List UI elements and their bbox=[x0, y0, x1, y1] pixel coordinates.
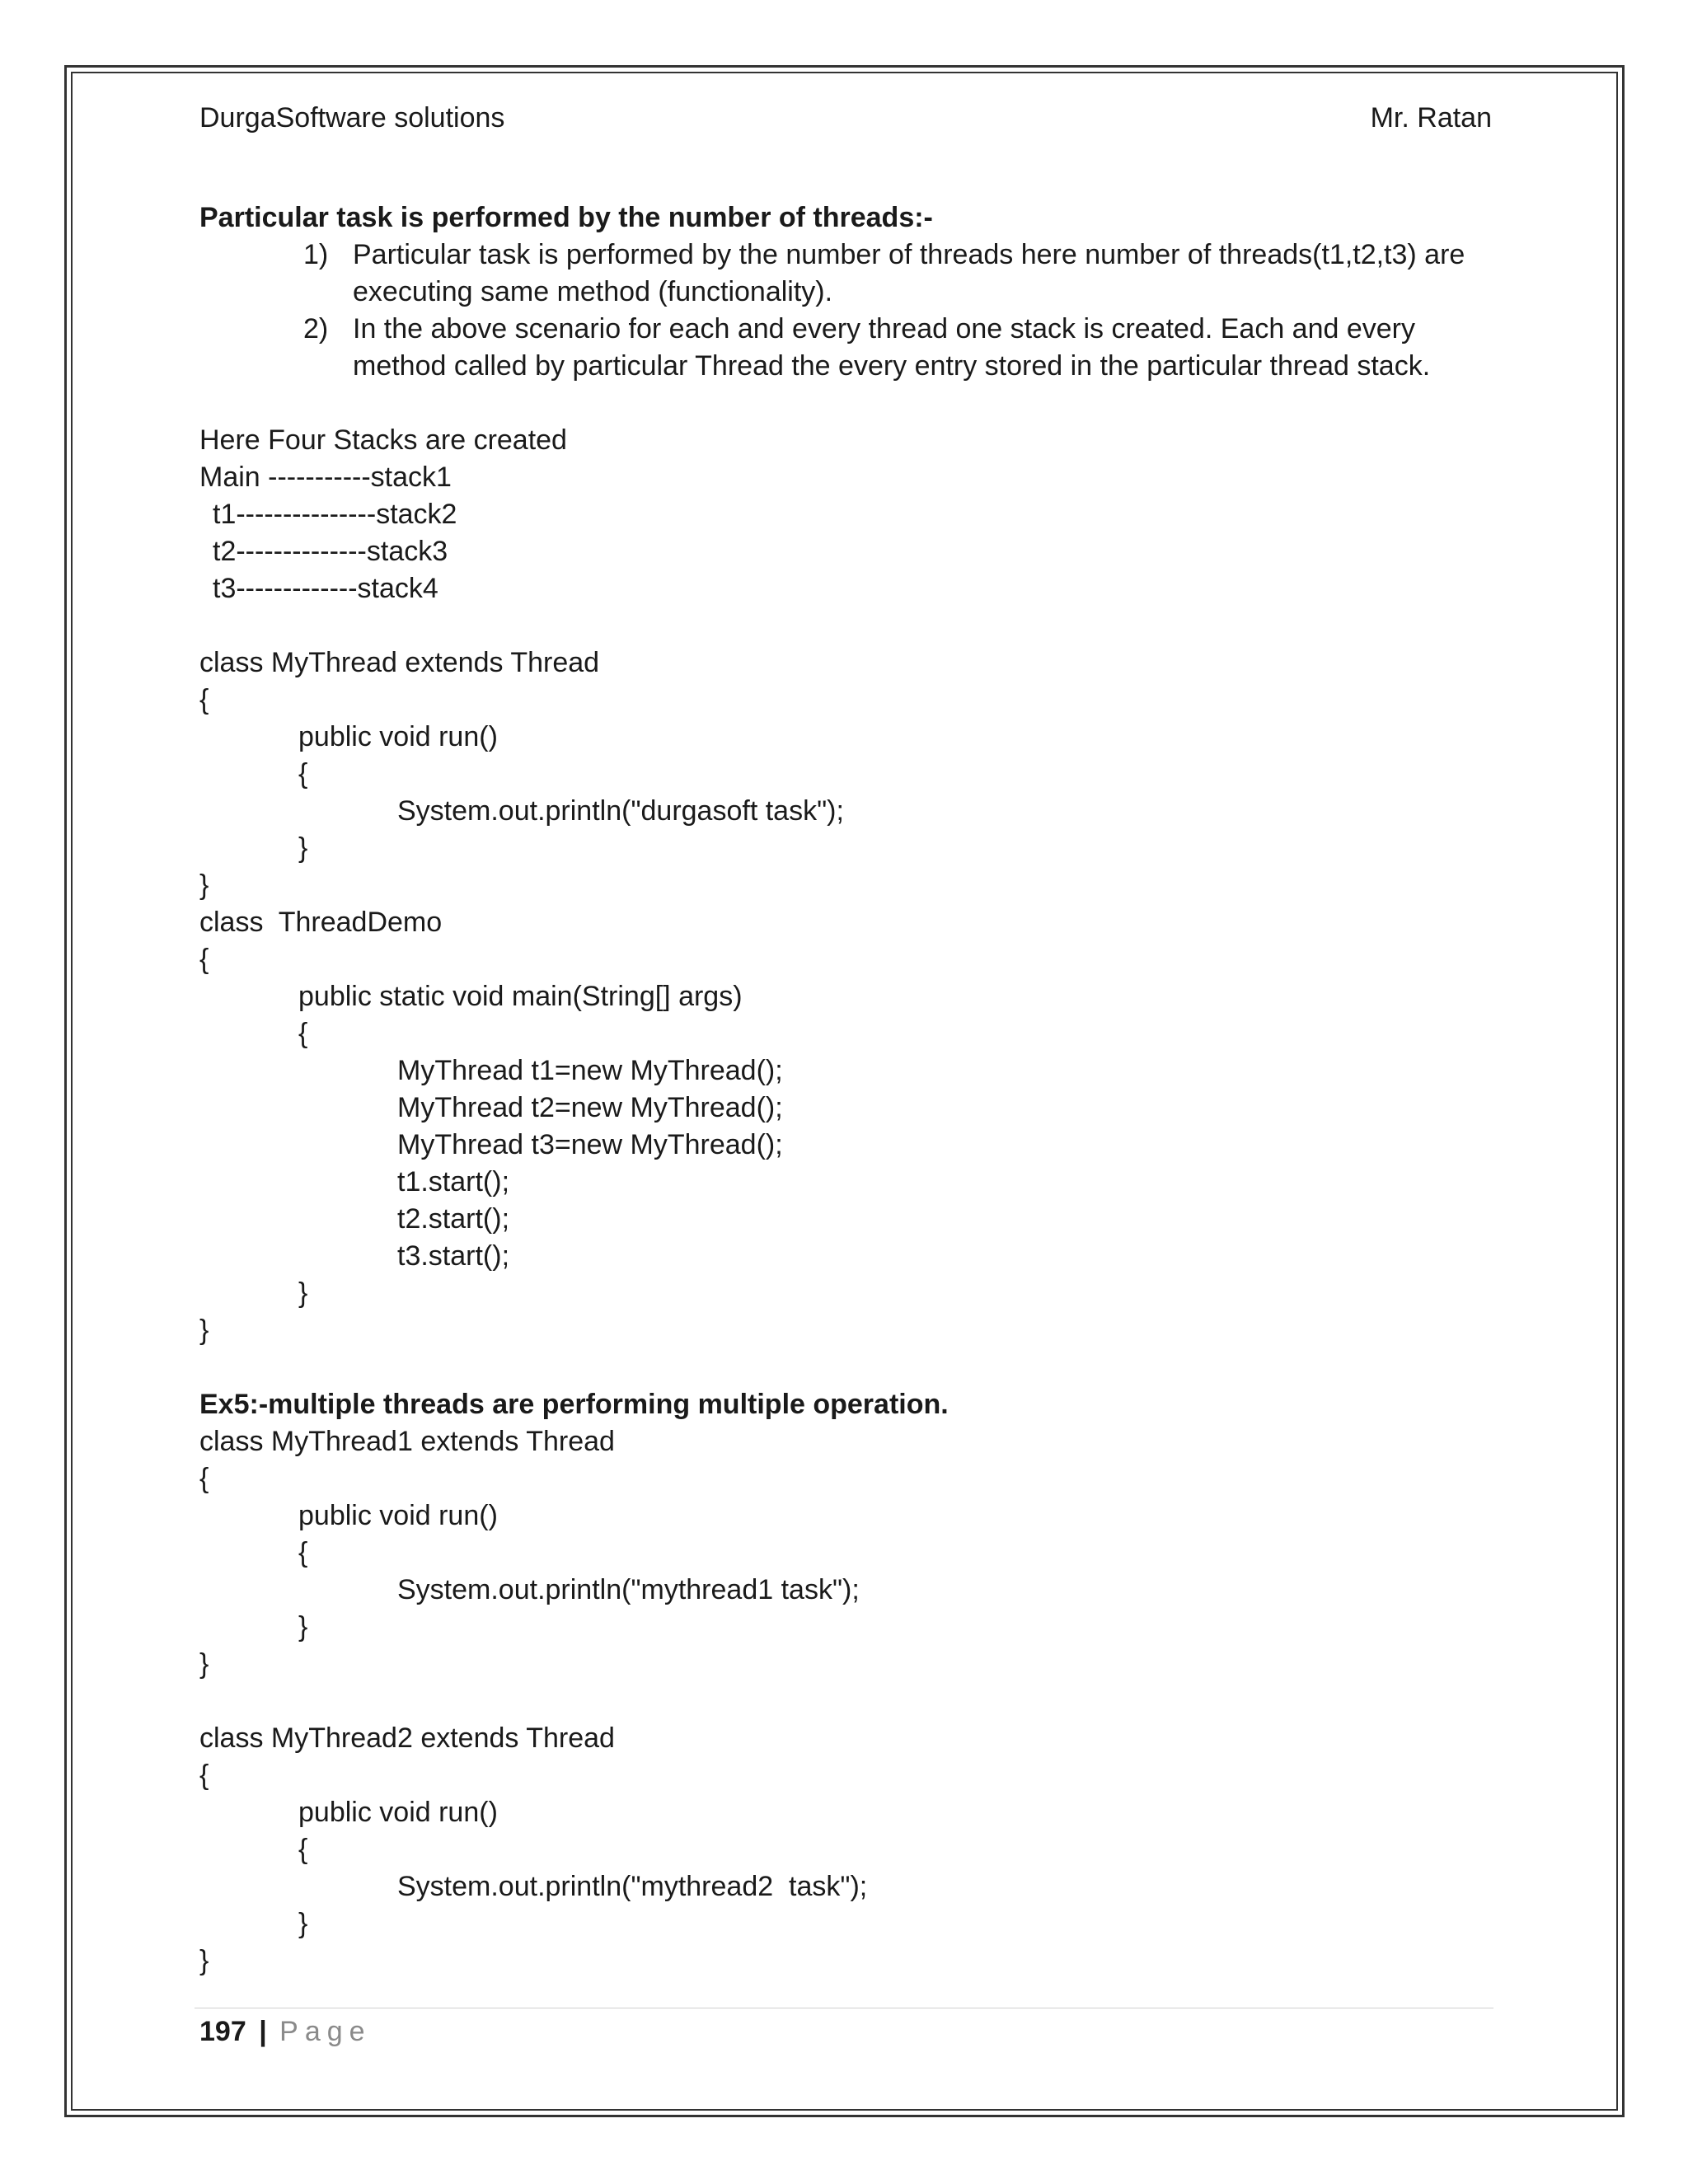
code-line: t1.start(); bbox=[397, 1166, 510, 1197]
list-text: In the above scenario for each and every thread one stack is created. Each and every method called by particular Thread the every entry stored in the particular thread stack. bbox=[353, 313, 1431, 382]
code-line: public static void main(String[] args) bbox=[298, 981, 743, 1012]
code-line: { bbox=[298, 1834, 308, 1865]
list-text: Particular task is performed by the number of threads here number of threads(t1,t2,t3) are executing same method (functionality). bbox=[353, 239, 1465, 307]
code-line: public void run() bbox=[298, 721, 498, 752]
code-line: public void run() bbox=[298, 1500, 498, 1531]
footer-separator: | bbox=[259, 2016, 267, 2047]
code-line: { bbox=[298, 1018, 308, 1049]
code-line: { bbox=[199, 1463, 209, 1494]
stack-t1: t1---------------stack2 bbox=[213, 499, 457, 530]
code-line: class ThreadDemo bbox=[199, 907, 443, 938]
section-heading: Particular task is performed by the number of threads:- bbox=[199, 202, 933, 233]
stacks-intro: Here Four Stacks are created bbox=[199, 424, 567, 456]
list-number: 1) bbox=[303, 239, 329, 270]
page-word: Page bbox=[279, 2016, 372, 2047]
code-line: } bbox=[298, 1908, 308, 1939]
page-footer bbox=[199, 2014, 372, 2049]
code-line: } bbox=[298, 1611, 308, 1643]
section-heading: Ex5:-multiple threads are performing multiple operation. bbox=[199, 1389, 949, 1420]
header-author: Mr. Ratan bbox=[1370, 102, 1492, 134]
code-line: } bbox=[199, 1945, 209, 1976]
code-line: { bbox=[199, 1760, 209, 1791]
code-line: { bbox=[298, 1537, 308, 1568]
header-company: DurgaSoftware solutions bbox=[199, 102, 505, 134]
code-line: t3.start(); bbox=[397, 1240, 510, 1272]
stack-t2: t2--------------stack3 bbox=[213, 536, 448, 567]
page-number: 197 bbox=[199, 2016, 246, 2047]
code-line: t2.start(); bbox=[397, 1203, 510, 1235]
stack-main: Main -----------stack1 bbox=[199, 462, 452, 493]
code-line: MyThread t3=new MyThread(); bbox=[397, 1129, 783, 1160]
code-line: System.out.println("durgasoft task"); bbox=[397, 795, 844, 827]
code-line: } bbox=[298, 1277, 308, 1309]
code-line: System.out.println("mythread1 task"); bbox=[397, 1574, 860, 1605]
page-content bbox=[199, 199, 1493, 1980]
code-line: { bbox=[199, 684, 209, 715]
stack-t3: t3-------------stack4 bbox=[213, 573, 438, 604]
code-line: class MyThread1 extends Thread bbox=[199, 1426, 615, 1457]
code-line: class MyThread2 extends Thread bbox=[199, 1722, 615, 1754]
code-line: } bbox=[199, 1315, 209, 1346]
code-line: MyThread t2=new MyThread(); bbox=[397, 1092, 783, 1123]
code-line: { bbox=[199, 944, 209, 975]
list-item bbox=[199, 237, 1493, 311]
code-line: } bbox=[199, 1648, 209, 1680]
code-line: { bbox=[298, 758, 308, 790]
code-line: class MyThread extends Thread bbox=[199, 647, 600, 678]
code-line: } bbox=[199, 869, 209, 901]
code-line: System.out.println("mythread2 task"); bbox=[397, 1871, 868, 1902]
list-number: 2) bbox=[303, 313, 329, 344]
code-line: } bbox=[298, 832, 308, 864]
code-line: public void run() bbox=[298, 1797, 498, 1828]
code-line: MyThread t1=new MyThread(); bbox=[397, 1055, 783, 1086]
list-item bbox=[199, 311, 1493, 385]
